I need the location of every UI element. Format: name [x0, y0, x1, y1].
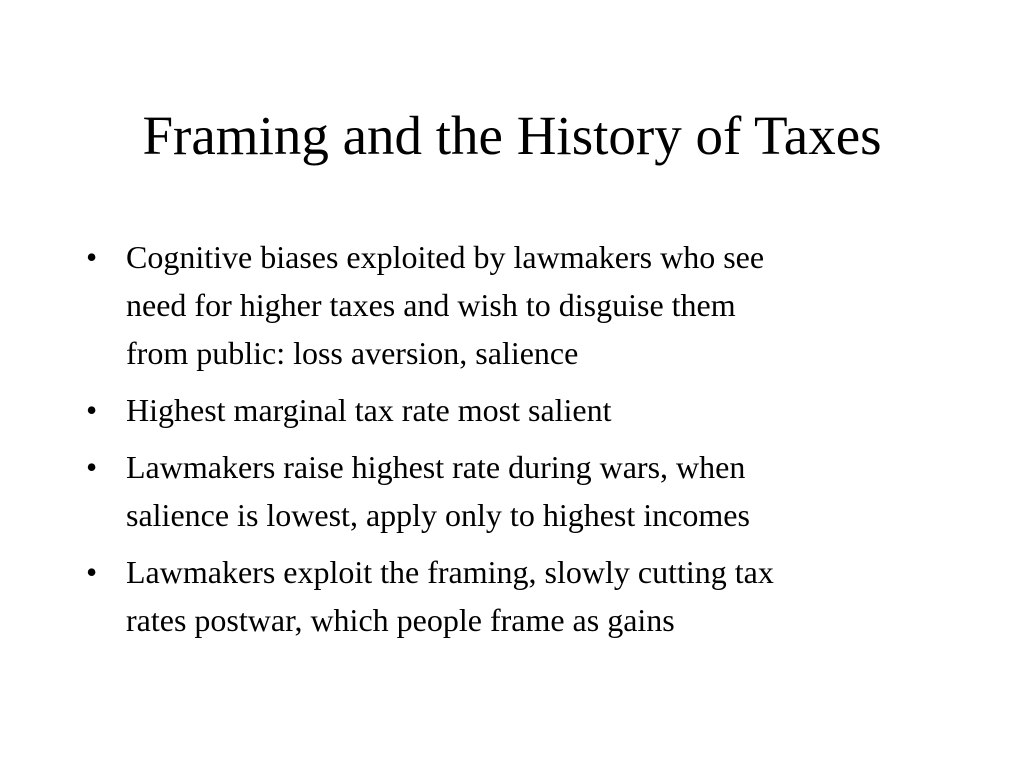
bullet-item: [86, 386, 966, 434]
bullet-line: from public: loss aversion, salience: [126, 335, 579, 371]
bullet-marker: •: [86, 449, 98, 485]
bullet-marker: •: [86, 554, 98, 590]
bullet-marker: •: [86, 239, 98, 275]
bullet-line: need for higher taxes and wish to disguise them: [126, 287, 736, 323]
bullet-line: rates postwar, which people frame as gains: [126, 602, 675, 638]
slide-title: Framing and the History of Taxes: [142, 105, 882, 166]
bullet-line: Cognitive biases exploited by lawmakers who see: [126, 239, 765, 275]
bullet-line: Highest marginal tax rate most salient: [126, 392, 612, 428]
bullet-line: salience is lowest, apply only to highest incomes: [126, 497, 750, 533]
bullet-item: [86, 233, 966, 377]
bullet-item: [86, 548, 966, 644]
bullet-item: [86, 443, 966, 539]
bullet-line: Lawmakers raise highest rate during wars, when: [126, 449, 746, 485]
bullet-marker: •: [86, 392, 98, 428]
bullet-list: [86, 233, 966, 653]
bullet-line: Lawmakers exploit the framing, slowly cutting tax: [126, 554, 774, 590]
